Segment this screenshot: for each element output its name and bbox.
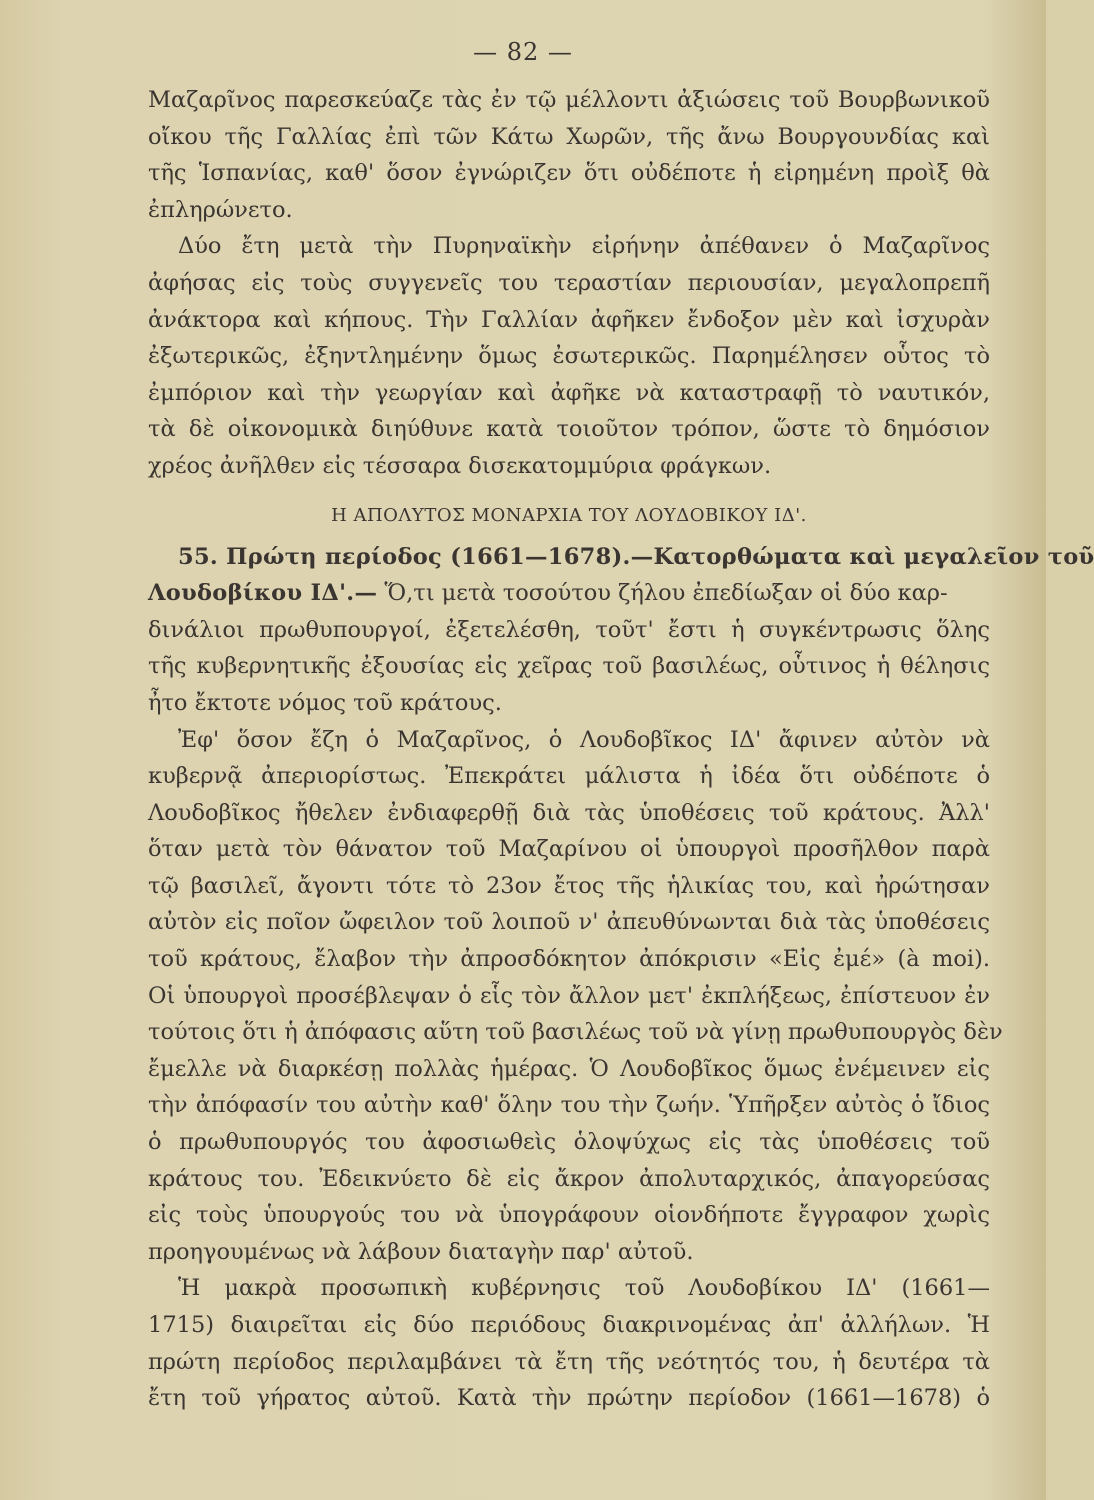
section-title-end: Λουδοβίκου ΙΔ'.— [148, 580, 378, 607]
text-line: Οἱ ὑπουργοὶ προσέβλεψαν ὁ εἷς τὸν ἄλλον μετ' ἐκπλήξεως, ἐπίστευον ἐν [148, 982, 990, 1009]
section-heading: Η ΑΠΟΛΥΤΟΣ ΜΟΝΑΡΧΙΑ ΤΟΥ ΛΟΥΔΟΒΙΚΟΥ ΙΔ'. [331, 504, 807, 526]
text-line: αὐτὸν εἰς ποῖον ὤφειλον τοῦ λοιποῦ ν' ἀπευθύνωνται διὰ τὰς ὑποθέσεις [148, 909, 990, 936]
text-line: οἴκου τῆς Γαλλίας ἐπὶ τῶν Κάτω Χωρῶν, τῆς ἄνω Βουργουνδίας καὶ [148, 123, 990, 150]
text-line: Ἡ μακρὰ προσωπικὴ κυβέρνησις τοῦ Λουδοβίκου ΙΔ' (1661— [178, 1275, 990, 1302]
text-line: Ἐφ' ὅσον ἔζη ὁ Μαζαρῖνος, ὁ Λουδοβῖκος ΙΔ' ἄφινεν αὐτὸν νὰ [178, 726, 990, 753]
text-line: χρέος ἀνῆλθεν εἰς τέσσαρα δισεκατομμύρια φράγκων. [148, 452, 772, 479]
text-line: εἰς τοὺς ὑπουργούς του νὰ ὑπογράφουν οἱονδήποτε ἔγγραφον χωρὶς [148, 1202, 990, 1229]
text-line: τὰ δὲ οἰκονομικὰ διηύθυνε κατὰ τοιοῦτον τρόπον, ὥστε τὸ δημόσιον [148, 416, 990, 443]
paragraph [148, 82, 990, 228]
text-line: ἐπληρώνετο. [148, 196, 293, 223]
text-line: τούτοις ὅτι ἡ ἀπόφασις αὕτη τοῦ βασιλέως τοῦ νὰ γίνῃ πρωθυπουργὸς δὲν [148, 1019, 1003, 1046]
text-line: ἐμπόριον καὶ τὴν γεωργίαν καὶ ἀφῆκε νὰ καταστραφῇ τὸ ναυτικόν, [148, 379, 990, 406]
paragraph [148, 1270, 990, 1416]
text-line: τῆς Ἱσπανίας, καθ' ὅσον ἐγνώριζεν ὅτι οὐδέποτε ἡ εἰρημένη προὶξ θὰ [148, 160, 990, 187]
paragraph [148, 722, 1003, 1271]
text-line: προηγουμένως νὰ λάβουν διαταγὴν παρ' αὐτοῦ. [148, 1238, 694, 1265]
page-number: — 82 — [473, 38, 573, 66]
text-line [148, 539, 1094, 576]
text-run: Ὅ,τι μετὰ τοσούτου ζήλου ἐπεδίωξαν οἱ δύο καρ- [384, 580, 948, 607]
text-line: κράτους του. Ἐδεικνύετο δὲ εἰς ἄκρον ἀπολυταρχικός, ἀπαγορεύσας [148, 1165, 990, 1192]
text-line: Δύο ἔτη μετὰ τὴν Πυρηναϊκὴν εἰρήνην ἀπέθανεν ὁ Μαζαρῖνος [178, 233, 990, 260]
paragraph [148, 539, 1094, 722]
text-line: κυβερνᾷ ἀπεριορίστως. Ἐπεκράτει μάλιστα ἡ ἰδέα ὅτι οὐδέποτε ὁ [148, 763, 990, 790]
text-line: ἔμελλε νὰ διαρκέσῃ πολλὰς ἡμέρας. Ὁ Λουδοβῖκος ὅμως ἐνέμεινεν εἰς [148, 1055, 990, 1082]
text-line: ὁ πρωθυπουργός του ἀφοσιωθεὶς ὁλοψύχως εἰς τὰς ὑποθέσεις τοῦ [148, 1129, 990, 1156]
paragraph [148, 228, 990, 484]
text-line: ἀνάκτορα καὶ κήπους. Τὴν Γαλλίαν ἀφῆκεν ἔνδοξον μὲν καὶ ἰσχυρὰν [148, 306, 990, 333]
text-line: τὴν ἀπόφασίν του αὐτὴν καθ' ὅλην του τὴν ζωήν. Ὑπῆρξεν αὐτὸς ὁ ἴδιος [148, 1092, 990, 1119]
text-line: τῷ βασιλεῖ, ἄγοντι τότε τὸ 23ον ἔτος τῆς ἡλικίας του, καὶ ἠρώτησαν [148, 872, 990, 899]
text-line: ἔτη τοῦ γήρατος αὐτοῦ. Κατὰ τὴν πρώτην περίοδον (1661—1678) ὁ [148, 1385, 990, 1412]
text-line: δινάλιοι πρωθυπουργοί, ἐξετελέσθη, τοῦτ' ἔστι ἡ συγκέντρωσις ὅλης [148, 616, 990, 643]
body-text [148, 82, 1094, 1417]
text-line: 1715) διαιρεῖται εἰς δύο περιόδους διακρινομένας ἀπ' ἀλλήλων. Ἡ [148, 1312, 990, 1338]
text-line: ἦτο ἔκτοτε νόμος τοῦ κράτους. [148, 689, 502, 716]
text-line: τῆς κυβερνητικῆς ἐξουσίας εἰς χεῖρας τοῦ βασιλέως, οὗτινος ἡ θέλησις [148, 653, 990, 680]
text-line: Μαζαρῖνος παρεσκεύαζε τὰς ἐν τῷ μέλλοντι ἀξιώσεις τοῦ Βουρβωνικοῦ [148, 87, 990, 113]
section-title: 55. Πρώτη περίοδος (1661—1678).—Κατορθώματα καὶ μεγαλεῖον τοῦ [178, 543, 1094, 570]
text-line: τοῦ κράτους, ἔλαβον τὴν ἀπροσδόκητον ἀπόκρισιν «Εἰς ἐμέ» (à moi). [148, 946, 990, 973]
text-line: ἐξωτερικῶς, ἐξηντλημένην ὅμως ἐσωτερικῶς. Παρημέλησεν οὗτος τὸ [148, 343, 990, 370]
text-line [148, 575, 990, 612]
text-line: Λουδοβῖκος ἤθελεν ἐνδιαφερθῇ διὰ τὰς ὑποθέσεις τοῦ κράτους. Ἀλλ' [148, 799, 990, 826]
text-line: ὅταν μετὰ τὸν θάνατον τοῦ Μαζαρίνου οἱ ὑπουργοὶ προσῆλθον παρὰ [148, 836, 990, 863]
text-line: πρώτη περίοδος περιλαμβάνει τὰ ἔτη τῆς νεότητός του, ἡ δευτέρα τὰ [148, 1348, 990, 1375]
text-line: ἀφήσας εἰς τοὺς συγγενεῖς του τεραστίαν περιουσίαν, μεγαλοπρεπῆ [148, 269, 990, 296]
